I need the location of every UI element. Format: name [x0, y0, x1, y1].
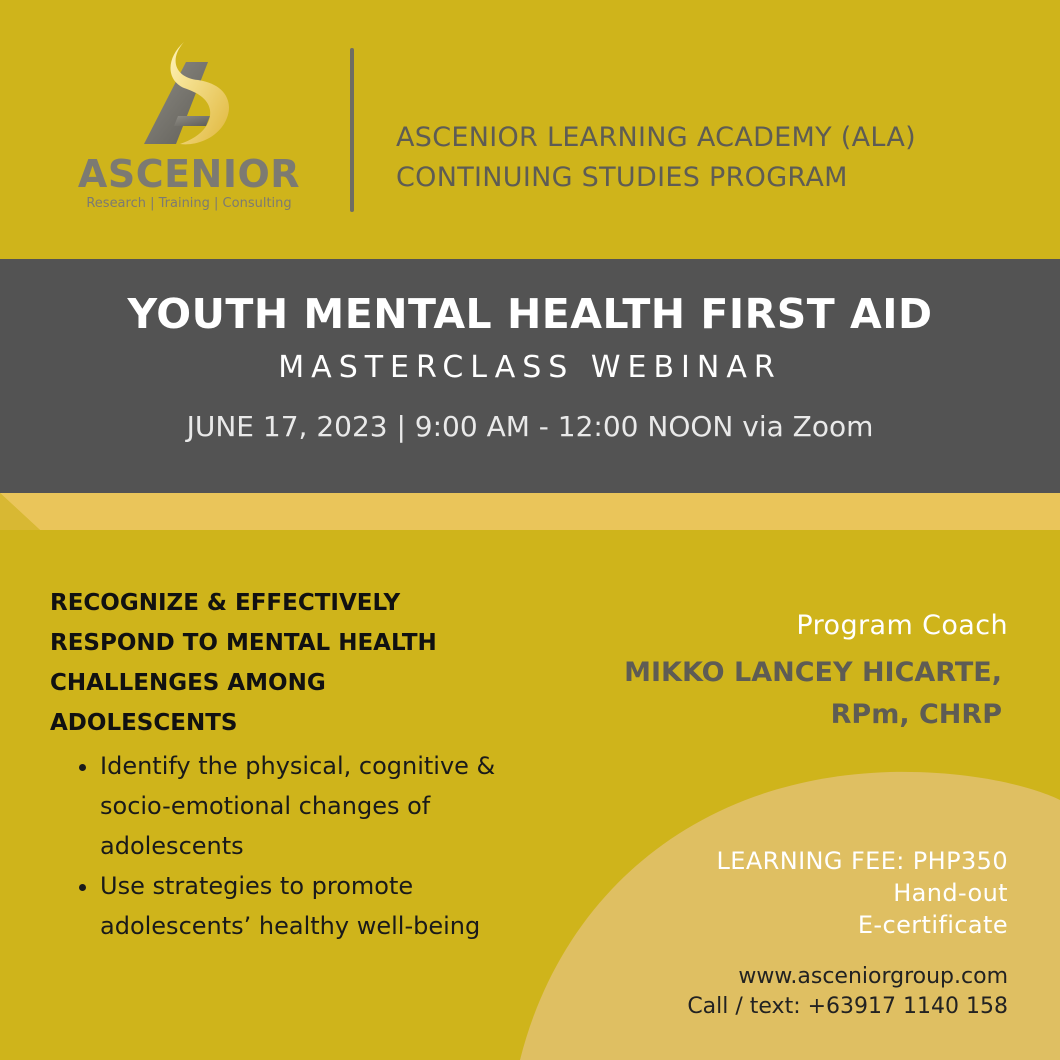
event-title: YOUTH MENTAL HEALTH FIRST AID — [127, 290, 933, 338]
header-divider — [350, 48, 354, 212]
program-line-2: CONTINUING STUDIES PROGRAM — [396, 162, 848, 193]
fee-certificate: E-certificate — [857, 911, 1008, 939]
fee-info — [717, 845, 1009, 941]
fee-handout: Hand-out — [893, 879, 1008, 907]
objectives-list — [72, 746, 500, 946]
program-line-1: ASCENIOR LEARNING ACADEMY (ALA) — [396, 122, 916, 153]
program-name — [396, 118, 916, 198]
phone-number: Call / text: +63917 1140 158 — [687, 994, 1008, 1019]
logo-tagline: Research | Training | Consulting — [86, 196, 292, 211]
ascenior-logo-icon — [136, 40, 246, 150]
list-item: • Use strategies to promote adolescents’ healthy well-being — [100, 866, 500, 946]
coach-label: Program Coach — [796, 610, 1008, 641]
logo-wordmark: ASCENIOR — [77, 152, 301, 196]
coach-name-line-2: RPm, CHRP — [830, 699, 1002, 730]
contact-info — [687, 962, 1008, 1022]
event-subtitle: MASTERCLASS WEBINAR — [278, 350, 782, 385]
list-item: • Identify the physical, cognitive & socio-emotional changes of adolescents — [100, 746, 500, 866]
coach-name — [542, 652, 1002, 736]
coach-name-line-1: MIKKO LANCEY HICARTE, — [624, 657, 1002, 688]
website-link[interactable]: www.asceniorgroup.com — [738, 964, 1008, 989]
event-schedule: JUNE 17, 2023 | 9:00 AM - 12:00 NOON via Zoom — [186, 410, 874, 443]
content-headline: RECOGNIZE & EFFECTIVELY RESPOND TO MENTAL HEALTH CHALLENGES AMONG ADOLESCENTS — [50, 590, 437, 736]
logo — [64, 40, 314, 220]
accent-stripe — [0, 493, 1060, 530]
learning-fee: LEARNING FEE: PHP350 — [716, 847, 1008, 875]
